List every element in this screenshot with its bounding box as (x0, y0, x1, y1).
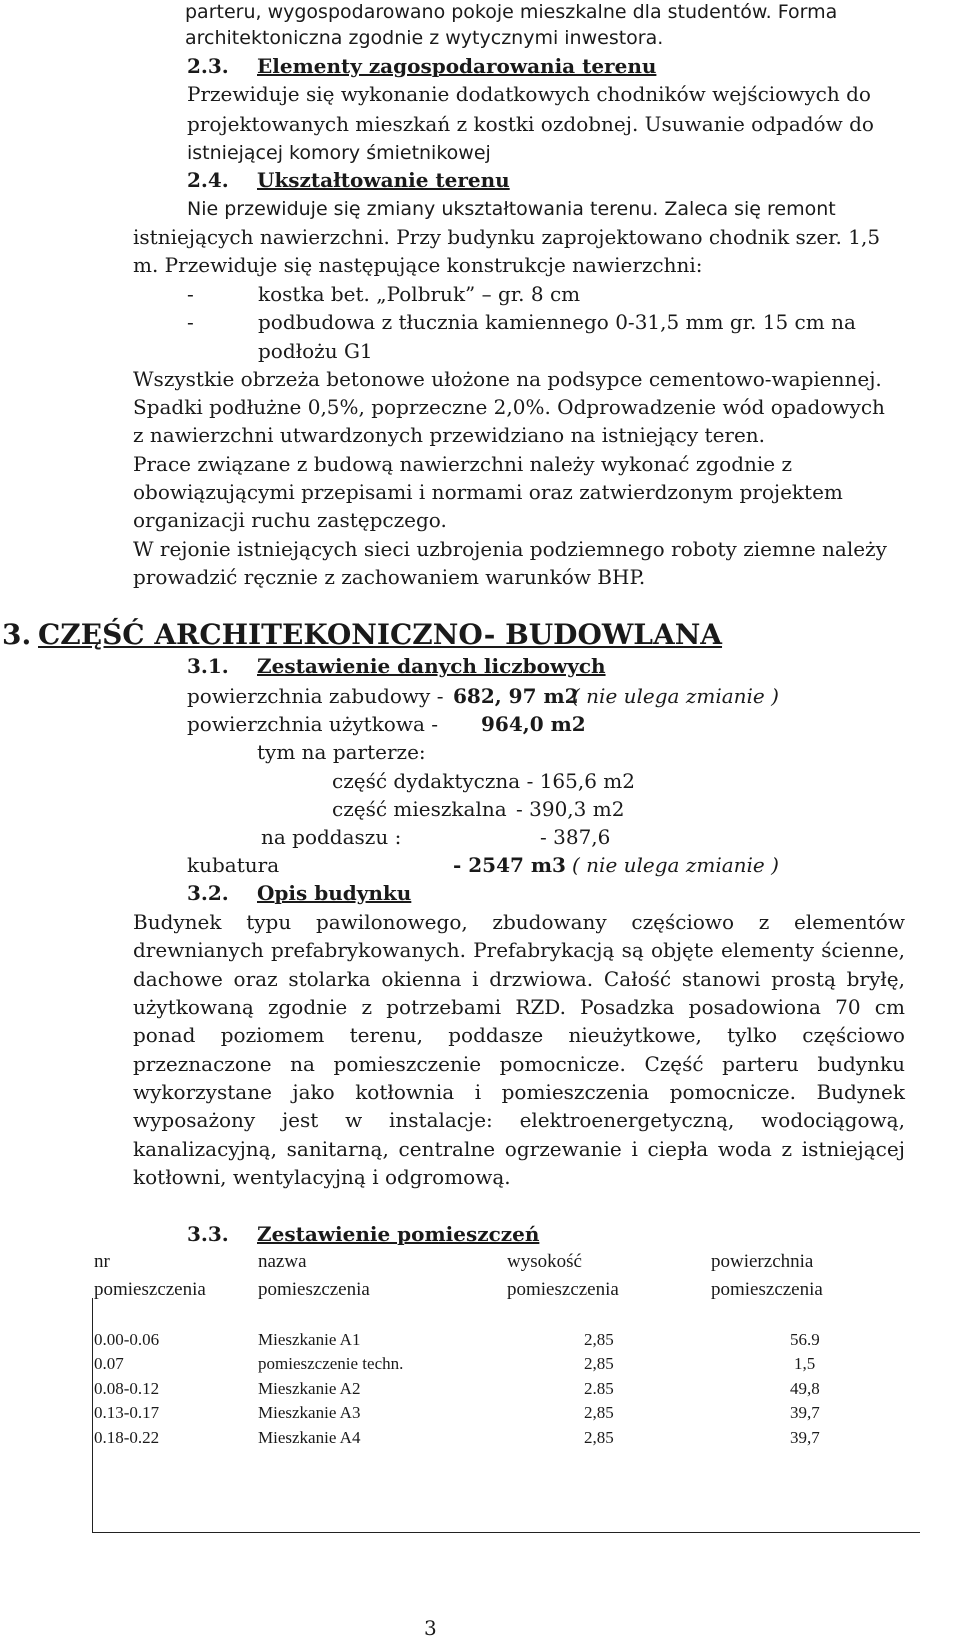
body-line: Spadki podłużne 0,5%, poprzeczne 2,0%. Odprowadzenie wód opadowych (133, 395, 885, 419)
area-value: - 387,6 (540, 825, 611, 849)
chapter-number: 3. (2, 618, 32, 651)
body-line: wyposażony jest w instalacje: elektroenergetyczną, wodociągową, (133, 1108, 905, 1132)
body-line: istniejącej komory śmietnikowej (187, 142, 491, 164)
cell-room-height: 2,85 (584, 1354, 614, 1373)
cell-room-name: pomieszczenie techn. (258, 1354, 404, 1373)
cell-room-height: 2,85 (584, 1330, 614, 1349)
column-header: nr (94, 1251, 110, 1272)
cell-room-area: 39,7 (790, 1428, 820, 1447)
area-note: ( nie ulega zmianie ) (572, 684, 779, 708)
area-label: powierzchnia użytkowa - (187, 712, 439, 736)
body-line: kanalizacyjną, sanitarną, centralne ogrzewanie i ciepła woda z istniejącej (133, 1137, 905, 1161)
area-label: powierzchnia zabudowy - (187, 684, 444, 708)
cell-room-name: Mieszkanie A4 (258, 1428, 361, 1447)
column-header: nazwa (258, 1251, 307, 1272)
body-line: projektowanych mieszkań z kostki ozdobnej. Usuwanie odpadów do (187, 112, 874, 136)
cell-room-area: 1,5 (794, 1354, 816, 1373)
cell-room-area: 56.9 (790, 1330, 820, 1349)
body-line: Nie przewiduje się zmiany ukształtowania terenu. Zaleca się remont (187, 198, 836, 220)
cell-room-name: Mieszkanie A3 (258, 1403, 361, 1422)
area-label: na poddaszu : (261, 825, 402, 849)
list-item: podbudowa z tłucznia kamiennego 0-31,5 mm gr. 15 cm na (258, 310, 856, 334)
section-number: 2.4. (187, 168, 229, 192)
body-line: istniejących nawierzchni. Przy budynku zaprojektowano chodnik szer. 1,5 (133, 225, 881, 249)
cell-room-name: Mieszkanie A1 (258, 1330, 361, 1349)
cell-room-height: 2,85 (584, 1403, 614, 1422)
area-value: 682, 97 m2 (453, 684, 579, 708)
cell-room-name: Mieszkanie A2 (258, 1379, 361, 1398)
area-item: część dydaktyczna - 165,6 m2 (332, 769, 635, 793)
body-line: Budynek typu pawilonowego, zbudowany częściowo z elementów (133, 910, 905, 934)
area-value: 964,0 m2 (481, 712, 586, 736)
page-number: 3 (424, 1616, 437, 1640)
body-line: W rejonie istniejących sieci uzbrojenia podziemnego roboty ziemne należy (133, 537, 887, 561)
list-item-continuation: podłożu G1 (258, 339, 373, 363)
body-line: kotłowni, wentylacyjną i odgromową. (133, 1165, 511, 1189)
area-value: - 2547 m3 (453, 853, 566, 877)
cell-room-number: 0.18-0.22 (94, 1428, 160, 1447)
body-line: organizacji ruchu zastępczego. (133, 508, 447, 532)
cell-room-number: 0.08-0.12 (94, 1379, 160, 1398)
intro-line: parteru, wygospodarowano pokoje mieszkalne dla studentów. Forma (185, 1, 838, 23)
area-note: ( nie ulega zmianie ) (572, 853, 779, 877)
section-heading: Opis budynku (257, 881, 412, 905)
section-heading: Zestawienie danych liczbowych (257, 654, 606, 678)
body-line: ponad poziomem terenu, poddasze nieużytkowe, tylko częściowo (133, 1023, 905, 1047)
chapter-heading: CZĘŚĆ ARCHITEKONICZNO- BUDOWLANA (38, 618, 723, 651)
cell-room-area: 39,7 (790, 1403, 820, 1422)
area-label: tym na parterze: (257, 740, 426, 764)
body-line: drewnianych prefabrykowanych. Prefabrykacją są objęte elementy ścienne, (133, 938, 905, 962)
section-heading: Ukształtowanie terenu (257, 168, 510, 192)
body-line: prowadzić ręcznie z zachowaniem warunków BHP. (133, 565, 646, 589)
list-dash: - (187, 282, 194, 306)
section-heading: Zestawienie pomieszczeń (257, 1222, 540, 1246)
section-number: 3.1. (187, 654, 229, 678)
area-label: część mieszkalna (332, 797, 507, 821)
body-line: przeznaczone na pomieszczenie pomocnicze. Część parteru budynku (133, 1052, 905, 1076)
section-number: 2.3. (187, 54, 229, 78)
column-header: powierzchnia (711, 1251, 814, 1272)
body-line: obowiązującymi przepisami i normami oraz zatwierdzonym projektem (133, 480, 843, 504)
column-header: pomieszczenia (711, 1279, 823, 1300)
section-heading: Elementy zagospodarowania terenu (257, 54, 657, 78)
body-line: Wszystkie obrzeża betonowe ułożone na podsypce cementowo-wapiennej. (133, 367, 882, 391)
body-line: użytkowaną zgodnie z potrzebami RZD. Posadzka posadowiona 70 cm (133, 995, 905, 1019)
body-line: Prace związane z budową nawierzchni należy wykonać zgodnie z (133, 452, 793, 476)
intro-line: architektoniczna zgodnie z wytycznymi inwestora. (185, 27, 664, 49)
area-value: - 390,3 m2 (516, 797, 625, 821)
column-header: pomieszczenia (507, 1279, 619, 1300)
column-header: pomieszczenia (258, 1279, 370, 1300)
body-line: m. Przewiduje się następujące konstrukcje nawierzchni: (133, 253, 703, 277)
body-line: z nawierzchni utwardzonych przewidziano na istniejący teren. (133, 423, 766, 447)
body-line: Przewiduje się wykonanie dodatkowych chodników wejściowych do (187, 82, 871, 106)
column-header: wysokość (507, 1251, 582, 1272)
list-dash: - (187, 310, 194, 334)
cell-room-number: 0.07 (94, 1354, 124, 1373)
area-label: kubatura (187, 853, 280, 877)
section-number: 3.2. (187, 881, 229, 905)
list-item: kostka bet. „Polbruk” – gr. 8 cm (258, 282, 581, 306)
cell-room-height: 2.85 (584, 1379, 614, 1398)
body-line: wykorzystane jako kotłownia i pomieszczenia pomocnicze. Budynek (133, 1080, 905, 1104)
section-number: 3.3. (187, 1222, 229, 1246)
body-line: dachowe oraz stolarka okienna i drzwiowa. Całość stanowi prostą bryłę, (133, 967, 905, 991)
column-header: pomieszczenia (94, 1279, 206, 1300)
cell-room-number: 0.13-0.17 (94, 1403, 160, 1422)
cell-room-height: 2,85 (584, 1428, 614, 1447)
cell-room-number: 0.00-0.06 (94, 1330, 160, 1349)
cell-room-area: 49,8 (790, 1379, 820, 1398)
